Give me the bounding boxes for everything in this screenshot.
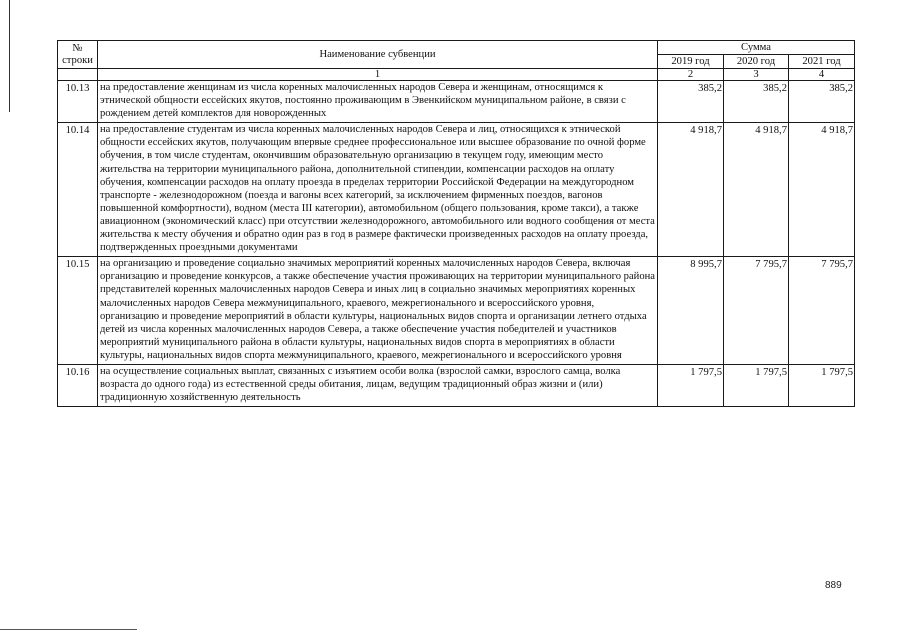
subvention-table xyxy=(57,40,855,407)
row-number-header-line2: строки xyxy=(62,54,93,66)
amount-2020: 4 918,7 xyxy=(724,123,789,257)
row-description: на осуществление социальных выплат, связанных с изъятием особи волка (взрослой самки, взрослого самца, волка возраста до одного года) из естественной среды обитания, лицам, ведущим традиционный образ жизни и (или) традиционную хозяйственную деятельность xyxy=(98,364,658,406)
table-row xyxy=(58,257,855,365)
table-row xyxy=(58,81,855,123)
table-row xyxy=(58,123,855,257)
column-index-4: 4 xyxy=(789,69,855,81)
amount-2019: 4 918,7 xyxy=(658,123,724,257)
amount-2021: 4 918,7 xyxy=(789,123,855,257)
year-header-2021: 2021 год xyxy=(789,55,855,69)
page-number: 889 xyxy=(825,580,842,591)
footnote-rule xyxy=(0,629,137,630)
row-number-header xyxy=(58,41,98,69)
column-index-row xyxy=(58,69,855,81)
row-number: 10.14 xyxy=(58,123,98,257)
amount-2019: 8 995,7 xyxy=(658,257,724,365)
row-number: 10.16 xyxy=(58,364,98,406)
amount-2020: 385,2 xyxy=(724,81,789,123)
row-number: 10.15 xyxy=(58,257,98,365)
sum-header: Сумма xyxy=(658,41,855,55)
row-number: 10.13 xyxy=(58,81,98,123)
amount-2021: 385,2 xyxy=(789,81,855,123)
amount-2019: 1 797,5 xyxy=(658,364,724,406)
column-index-2: 2 xyxy=(658,69,724,81)
row-description: на предоставление женщинам из числа коренных малочисленных народов Севера и женщинам, относящимся к этнической общности ессейских якутов, постоянно проживающим в Эвенкийском муниципальном районе, в связи с рождением детей комплектов для новорожденных xyxy=(98,81,658,123)
table-row xyxy=(58,364,855,406)
row-description: на организацию и проведение социально значимых мероприятий коренных малочисленных народов Севера, включая организацию и проведение конкурсов, а также обеспечение участия проживающих на территории муниципального района представителей коренных малочисленных народов Севера и иных лиц в социально значимых мероприятиях коренных малочисленных народов Севера межмуниципального, краевого, межрегионального и всероссийского уровня, организацию и проведение мероприятий в области культуры, национальных видов спорта и организации летнего отдыха детей из числа коренных малочисленных народов Севера, а также обеспечение участия победителей и участников мероприятий муниципального района в области культуры, национальных видов спорта в мероприятиях в области культуры, национальных видов спорта межмуниципального, краевого, межрегионального и всероссийского уровня xyxy=(98,257,658,365)
amount-2020: 1 797,5 xyxy=(724,364,789,406)
row-description: на предоставление студентам из числа коренных малочисленных народов Севера и лиц, относящихся к этнической общности ессейских якутов, получающим впервые среднее профессиональное или высшее образование по очной форме обучения, в том числе студентам, окончившим образовательную организацию в текущем году, имеющим место жительства на территории муниципального района, дополнительной стипендии, компенсации расходов на оплату обучения, компенсации расходов на оплату проезда в пределах территории Российской Федерации на междугородном транспорте - железнодорожном (поезда и вагоны всех категорий, за исключением фирменных поездов, вагонов повышенной комфортности), водном (места III категории), автомобильном (общего пользования, кроме такси), а также авиационном (экономический класс) при отсутствии железнодорожного, автомобильного или водного сообщения от места жительства к месту обучения и обратно один раз в год в размере фактически произведенных расходов на оплату проезда, подтвержденных проездными документами xyxy=(98,123,658,257)
header-row-top xyxy=(58,41,855,55)
column-index-3: 3 xyxy=(724,69,789,81)
year-header-2019: 2019 год xyxy=(658,55,724,69)
year-header-2020: 2020 год xyxy=(724,55,789,69)
amount-2021: 1 797,5 xyxy=(789,364,855,406)
subvention-name-header: Наименование субвенции xyxy=(98,41,658,69)
left-margin-rule xyxy=(9,0,10,112)
amount-2019: 385,2 xyxy=(658,81,724,123)
column-index-1: 1 xyxy=(98,69,658,81)
column-index-0 xyxy=(58,69,98,81)
amount-2021: 7 795,7 xyxy=(789,257,855,365)
row-number-header-line1: № xyxy=(72,43,83,54)
amount-2020: 7 795,7 xyxy=(724,257,789,365)
